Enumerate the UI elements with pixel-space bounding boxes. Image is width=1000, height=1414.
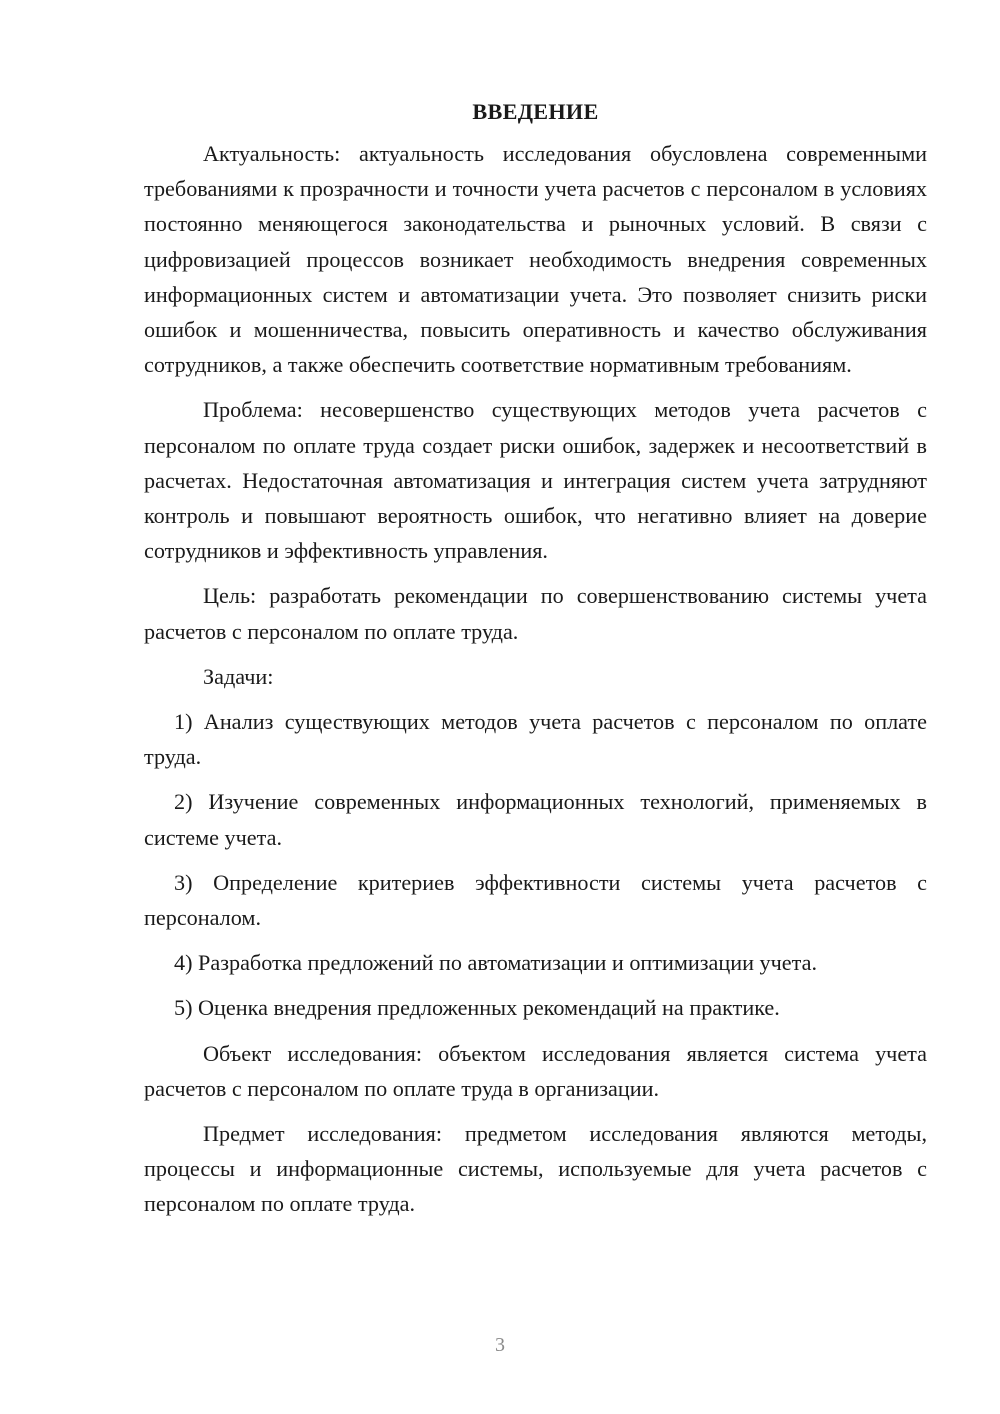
paragraph-subject: Предмет исследования: предметом исследования являются методы, процессы и информационные системы, используемые для учета расчетов с персоналом по оплате труда.	[144, 1121, 927, 1217]
page-number: 3	[495, 1334, 505, 1356]
task-item-1: 1) Анализ существующих методов учета расчетов с персоналом по оплате труда.	[144, 709, 927, 770]
task-item-4: 4) Разработка предложений по автоматизации и оптимизации учета.	[174, 950, 818, 976]
tasks-heading: Задачи:	[203, 663, 274, 689]
task-item-2: 2) Изучение современных информационных технологий, применяемых в системе учета.	[144, 789, 927, 850]
task-item-5: 5) Оценка внедрения предложенных рекомендаций на практике.	[174, 995, 780, 1021]
paragraph-object: Объект исследования: объектом исследования является система учета расчетов с персоналом по оплате труда в организации.	[144, 1040, 927, 1101]
paragraph-problem: Проблема: несовершенство существующих методов учета расчетов с персоналом по оплате труда создает риски ошибок, задержек и несоответствий в расчетах. Недостаточная автоматизация и интеграция систем учета затрудняют контроль и повышают вероятность ошибок, что негативно влияет на доверие сотрудников и эффективность управления.	[144, 397, 927, 564]
paragraph-relevance: Актуальность: актуальность исследования обусловлена современными требованиями к прозрачности и точности учета расчетов с персоналом в условиях постоянно меняющегося законодательства и рыночных условий. В связи с цифровизацией процессов возникает необходимость внедрения современных информационных систем и автоматизации учета. Это позволяет снизить риски ошибок и мошенничества, повысить оперативность и качество обслуживания сотрудников, а также обеспечить соответствие нормативным требованиям.	[144, 141, 927, 378]
paragraph-goal: Цель: разработать рекомендации по совершенствованию системы учета расчетов с персоналом по оплате труда.	[144, 583, 927, 644]
section-title: ВВЕДЕНИЕ	[472, 99, 599, 124]
task-item-3: 3) Определение критериев эффективности системы учета расчетов с персоналом.	[144, 869, 927, 931]
page-content	[144, 96, 927, 1232]
